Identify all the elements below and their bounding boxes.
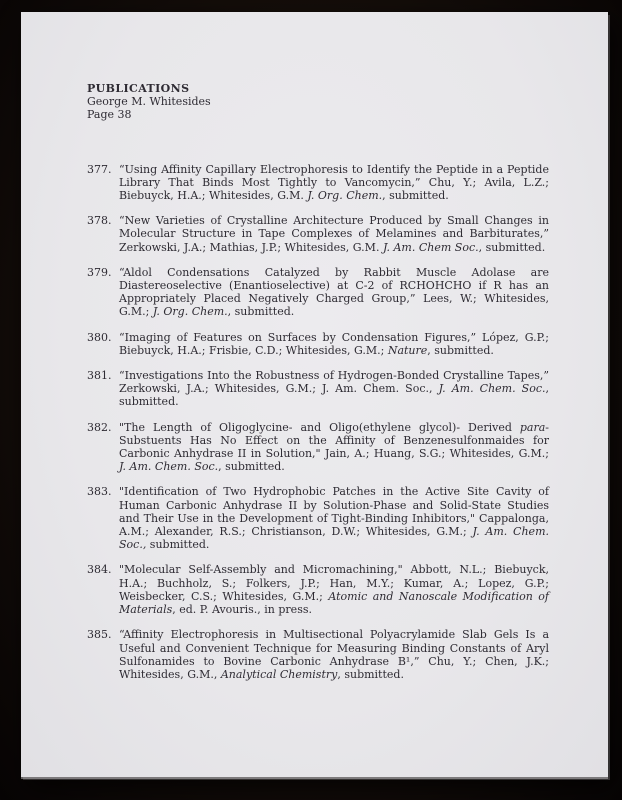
entry-number: 381. [87,369,112,383]
citation-text-run: -Substuents Has No Effect on the Affinity of Benzenesulfonmaides for Carbonic Anhydrase II in Solution," Jain, A.; Huang, S.G.; Whitesides, G.M.; [119,420,549,461]
entry-citation [119,628,549,681]
citation-italic-run: J. Org. Chem. [307,189,383,203]
header-page-number: Page 38 [87,108,132,122]
citation-text-run: submitted. [146,538,210,552]
publication-entry [87,163,549,203]
citation-text-run: "The Length of Oligoglycine- and Oligo(ethylene glycol)- Derived [119,420,520,434]
citation-text-run: , submitted. [382,189,449,203]
publication-entry [87,563,549,616]
citation-italic-run: J. Am. Chem Soc. [382,240,479,254]
citation-text-run: “Using Affinity Capillary Electrophoresis to Identify the Peptide in a Peptide Library That Binds Most Tightly to Vancomycin,” Chu, Y.; Avila, L.Z.; Biebuyck, H.A.; Whitesides, G.M. [119,162,549,203]
entry-number: 379. [87,265,112,279]
citation-italic-run: J. Org. Chem. [152,305,228,319]
publication-entry [87,214,549,254]
entry-number: 382. [87,420,112,434]
publication-entry [87,266,549,319]
citation-text-run: , submitted. [427,343,494,357]
citation-text-run: “Affinity Electrophoresis in Multisectional Polyacrylamide Slab Gels Is a Useful and Convenient Technique for Measuring Binding Constants of Aryl Sulfonamides to Bovine Carbonic Anhydrase B¹,” Chu, Y.; Chen, J.K.; Whitesides, G.M., [119,628,549,681]
citation-text-run: “New Varieties of Crystalline Architecture Produced by Small Changes in Molecular Structure in Tape Complexes of Melamines and Barbiturates,” Zerkowski, J.A.; Mathias, J.P.; Whitesides, G.M. [119,214,549,254]
publication-entry [87,421,549,474]
citation-text-run: “Investigations Into the Robustness of Hydrogen-Bonded Crystalline Tapes,” Zerkowski, J.A.; Whitesides, G.M.; J. Am. Chem. Soc., [119,369,549,396]
entry-citation [119,485,549,551]
entry-citation [119,331,549,357]
citation-text-run: , ed. P. Avouris., in press. [172,603,312,617]
citation-italic-run: Atomic and Nanoscale Modification of Materials [119,589,549,617]
entry-number: 378. [87,214,112,228]
citation-text-run: "Molecular Self-Assembly and Micromachining," Abbott, N.L.; Biebuyck, H.A.; Buchholz, S.; Folkers, J.P.; Han, M.Y.; Kumar, A.; Lopez, G.P.; Weisbecker, C.S.; Whitesides, G.M.; [119,563,549,603]
citation-italic-run: J. Am. Chem. Soc. [438,382,546,396]
citation-text-run: "Identification of Two Hydrophobic Patches in the Active Site Cavity of Human Carbonic Anhydrase II by Solution-Phase and Solid-State Studies and Their Use in the Development of Tight-Binding Inhibitors," Cappalonga, A.M.; Alexander, R.S.; Christianson, D.W.; Whitesides, G.M.; [119,485,549,539]
entry-citation [119,563,549,616]
citation-italic-run: Nature [387,343,428,357]
header-title: PUBLICATIONS [87,82,190,95]
publication-entry [87,369,549,409]
citation-italic-run: Analytical Chemistry [220,667,338,681]
header-author: George M. Whitesides [87,95,211,109]
entry-citation [119,214,549,254]
entry-number: 383. [87,485,112,499]
entry-citation [119,369,549,409]
entry-citation [119,163,549,203]
entry-number: 385. [87,628,112,642]
citation-text-run: , submitted. [478,240,546,254]
publication-entry [87,485,549,551]
entry-number: 380. [87,330,112,344]
citation-text-run: , submitted. [119,382,549,409]
citation-text-run: , submitted. [218,460,285,474]
page-header [87,82,549,122]
citation-italic-run: para [519,420,546,434]
document-page [21,12,608,777]
citation-italic-run: J. Am. Chem. Soc. [119,460,219,474]
entry-citation [119,421,549,474]
entry-number: 377. [87,162,112,176]
entry-number: 384. [87,563,112,577]
entry-citation [119,266,549,319]
publication-entry [87,331,549,357]
citation-text-run: , submitted. [227,305,295,319]
citation-text-run: “Aldol Condensations Catalyzed by Rabbit Muscle Adolase are Diastereoselective (Enantioselective) at C-2 of RCHOHCHO if R has an Appropriately Placed Negatively Charged Group,” Lees, W.; Whitesides, G.M.; [119,265,549,319]
citation-text-run: “Imaging of Features on Surfaces by Condensation Figures,” López, G.P.; Biebuyck, H.A.; Frisbie, C.D.; Whitesides, G.M.; [119,330,549,357]
citation-text-run: , submitted. [337,667,404,681]
publication-list [87,163,549,682]
publication-entry [87,628,549,681]
citation-italic-run: J. Am. Chem. Soc., [119,525,549,552]
